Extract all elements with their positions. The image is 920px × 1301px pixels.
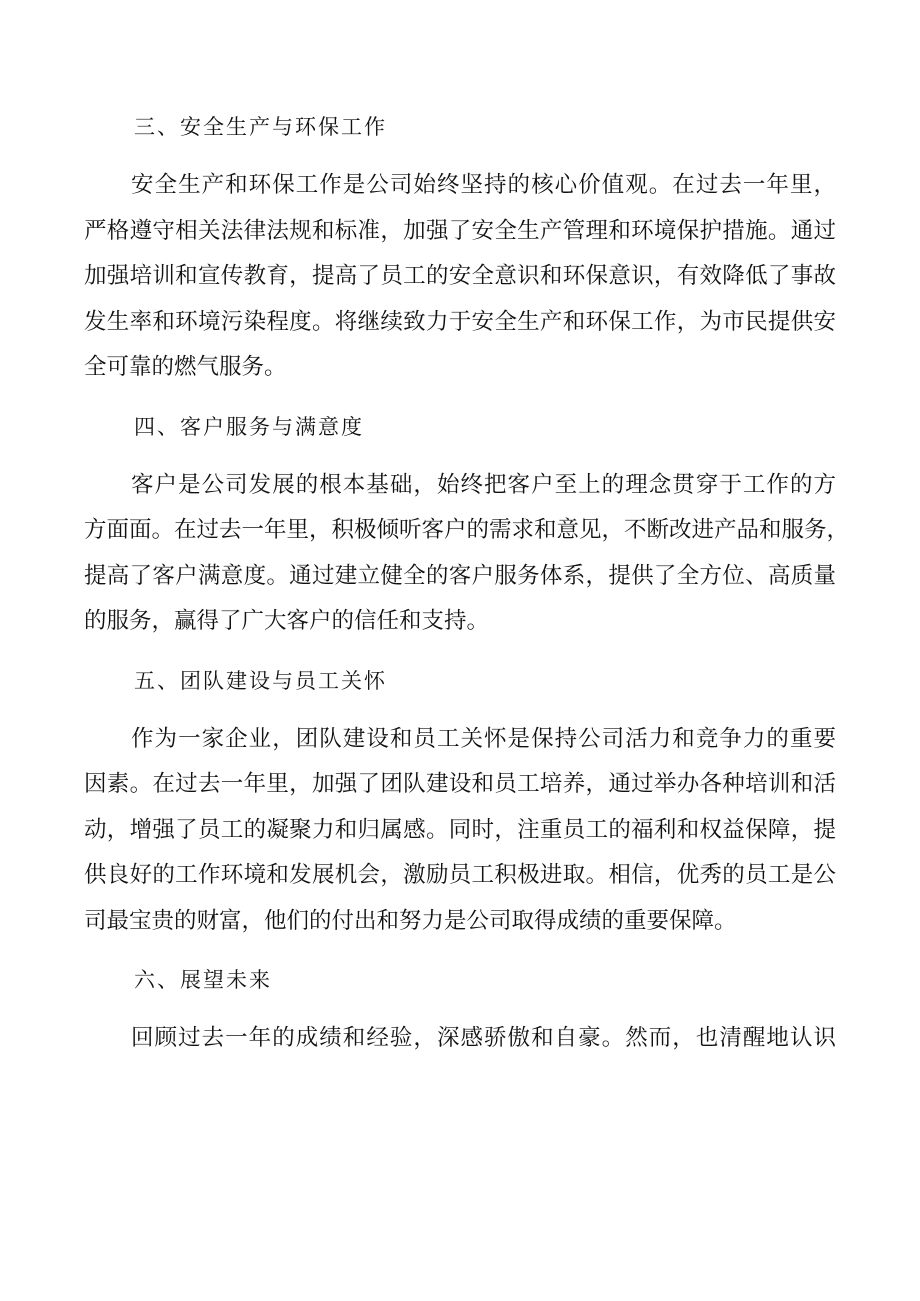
paragraph [84,717,836,945]
paragraph-line: 因素。在过去一年里，加强了团队建设和员工培养，通过举办各种培训和活 [84,771,836,797]
paragraph-line: 供良好的工作环境和发展机会，激励员工积极进取。相信，优秀的员工是公 [84,862,836,888]
paragraph-line: 发生率和环境污染程度。将继续致力于安全生产和环保工作，为市民提供安 [84,308,836,335]
section-customer-service [84,406,850,645]
paragraph-line: 方面面。在过去一年里，积极倾听客户的需求和意见，不断改进产品和服务， [84,517,850,543]
paragraph-line: 安全生产和环保工作是公司始终坚持的核心价值观。在过去一年里， [131,172,836,198]
section-heading: 六、展望未来 [134,968,272,992]
paragraph [84,163,836,391]
paragraph-line: 客户是公司发展的根本基础，始终把客户至上的理念贯穿于工作的方 [131,471,836,498]
paragraph-line: 司最宝贵的财富，他们的付出和努力是公司取得成绩的重要保障。 [84,907,737,934]
paragraph [84,1016,836,1062]
paragraph-line: 全可靠的燃气服务。 [84,354,287,380]
section-outlook [84,959,836,1062]
paragraph-line: 动，增强了员工的凝聚力和归属感。同时，注重员工的福利和权益保障，提 [84,816,836,843]
paragraph-line: 加强培训和宣传教育，提高了员工的安全意识和环保意识，有效降低了事故 [84,263,836,289]
section-safety-environment [84,106,836,391]
paragraph [84,463,850,645]
section-heading: 四、客户服务与满意度 [134,414,364,439]
section-team-building [84,660,836,945]
paragraph-line: 严格遵守相关法律法规和标准，加强了安全生产管理和环境保护措施。通过 [84,217,836,244]
paragraph-line: 作为一家企业，团队建设和员工关怀是保持公司活力和竞争力的重要 [131,725,836,752]
paragraph-line: 的服务，赢得了广大客户的信任和支持。 [84,608,490,634]
section-heading: 五、团队建设与员工关怀 [134,668,387,693]
paragraph-line: 回顾过去一年的成绩和经验，深感骄傲和自豪。然而，也清醒地认识 [131,1025,836,1051]
section-heading: 三、安全生产与环保工作 [134,115,387,139]
document-body [84,106,850,1077]
paragraph-line: 提高了客户满意度。通过建立健全的客户服务体系，提供了全方位、高质量 [84,562,836,589]
